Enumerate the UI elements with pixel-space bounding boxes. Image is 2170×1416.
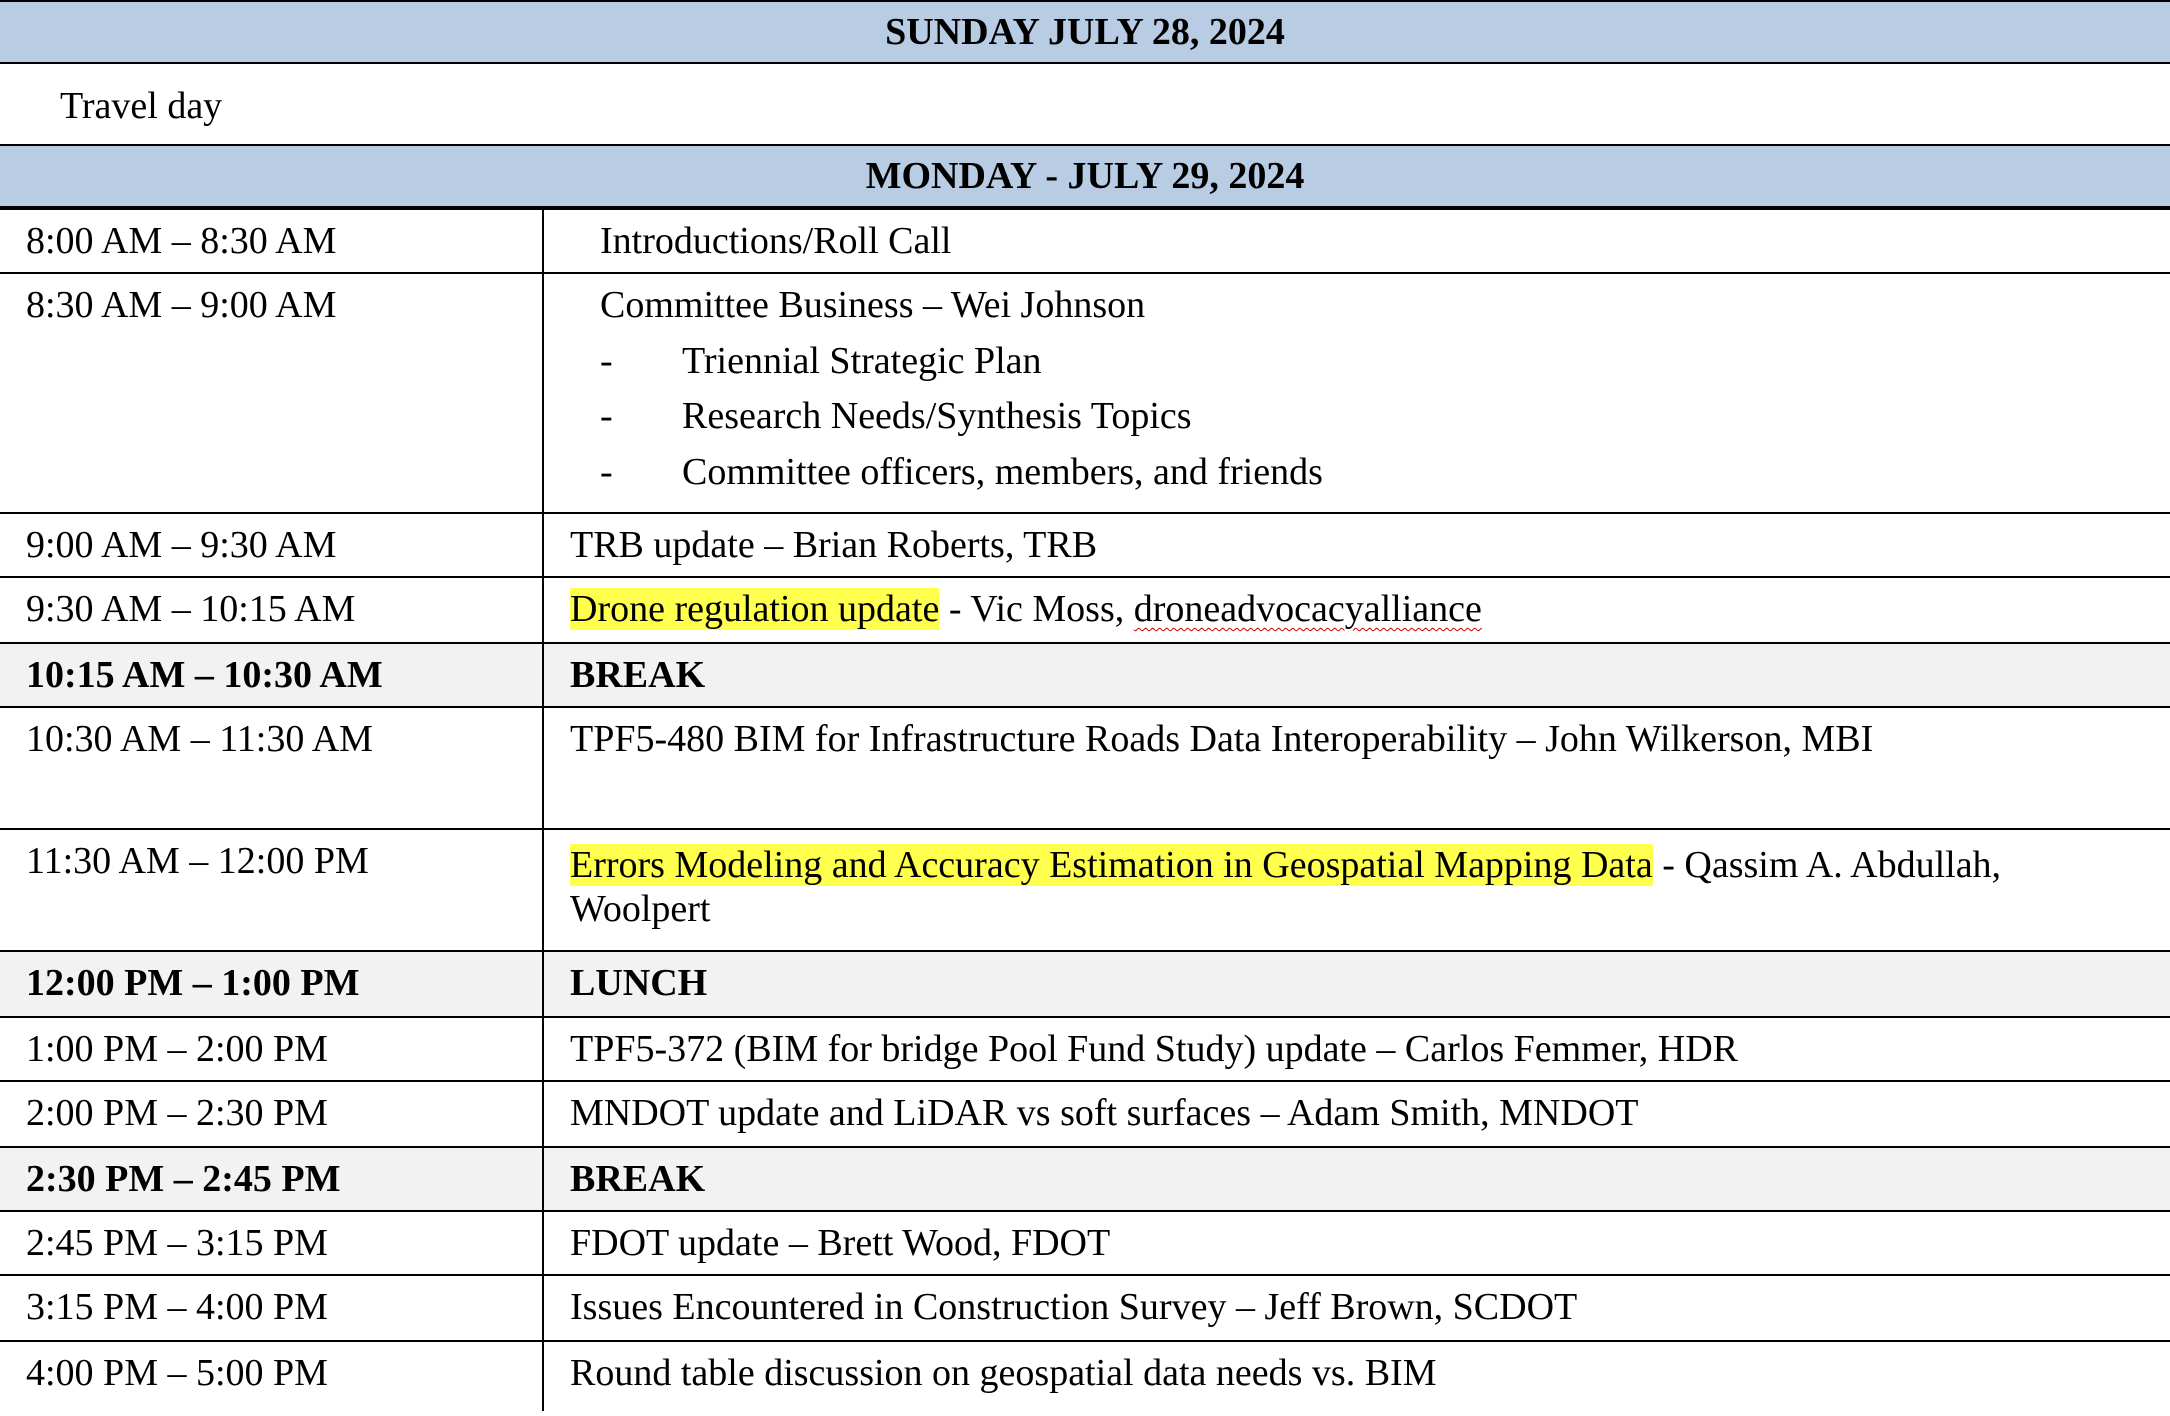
schedule-row [0,273,2170,513]
description-cell: TPF5-480 BIM for Infrastructure Roads Data Interoperability – John Wilkerson, MBI [543,707,2170,829]
time-cell: 9:30 AM – 10:15 AM [0,577,543,643]
description-cell: BREAK [543,643,2170,707]
monday-header: MONDAY - JULY 29, 2024 [0,144,2170,208]
time-cell: 8:30 AM – 9:00 AM [0,273,543,513]
time-cell: 4:00 PM – 5:00 PM [0,1341,543,1411]
schedule-row [0,1341,2170,1411]
lunch-row [0,951,2170,1017]
description-cell: TRB update – Brian Roberts, TRB [543,513,2170,577]
description-cell: BREAK [543,1147,2170,1211]
time-cell: 10:15 AM – 10:30 AM [0,643,543,707]
time-cell: 9:00 AM – 9:30 AM [0,513,543,577]
highlighted-text: Errors Modeling and Accuracy Estimation in Geospatial Mapping Data [570,844,1653,886]
committee-business-title: Committee Business – Wei Johnson [600,284,1146,326]
time-cell: 8:00 AM – 8:30 AM [0,209,543,273]
time-cell: 12:00 PM – 1:00 PM [0,951,543,1017]
schedule-row [0,1017,2170,1081]
description-cell: TPF5-372 (BIM for bridge Pool Fund Study) update – Carlos Femmer, HDR [543,1017,2170,1081]
spellcheck-flagged-word: droneadvocacyalliance [1133,588,1482,630]
description-cell: MNDOT update and LiDAR vs soft surfaces – Adam Smith, MNDOT [543,1081,2170,1147]
list-item-text: Research Needs/Synthesis Topics [682,395,1192,438]
schedule-row [0,829,2170,951]
description-cell: Round table discussion on geospatial data needs vs. BIM [543,1341,2170,1411]
schedule-row [0,1081,2170,1147]
speaker-text: - Qassim A. Abdullah, Woolpert [570,844,2002,930]
travel-day-text: Travel day [60,85,223,127]
schedule-row [0,513,2170,577]
description-cell: Introductions/Roll Call [543,209,2170,273]
break-row [0,1147,2170,1211]
description-cell [543,273,2170,513]
list-item [600,340,2170,384]
break-row [0,643,2170,707]
description-cell: LUNCH [543,951,2170,1017]
speaker-text: - Vic Moss, [939,588,1134,630]
time-cell: 2:30 PM – 2:45 PM [0,1147,543,1211]
description-cell: FDOT update – Brett Wood, FDOT [543,1211,2170,1275]
sunday-header: SUNDAY JULY 28, 2024 [0,0,2170,64]
description-cell [543,577,2170,643]
list-item [600,395,2170,439]
dash-bullet: - [600,339,613,382]
time-cell: 11:30 AM – 12:00 PM [0,829,543,951]
schedule-row [0,1211,2170,1275]
schedule-row [0,209,2170,273]
highlighted-text: Drone regulation update [570,588,940,630]
schedule-row [0,1275,2170,1341]
schedule-row [0,707,2170,829]
time-cell: 1:00 PM – 2:00 PM [0,1017,543,1081]
time-cell: 10:30 AM – 11:30 AM [0,707,543,829]
dash-bullet: - [600,451,613,494]
list-item [600,451,2170,495]
description-cell: Issues Encountered in Construction Survey – Jeff Brown, SCDOT [543,1275,2170,1341]
list-item-text: Triennial Strategic Plan [682,339,1042,382]
description-cell [543,829,2170,951]
time-cell: 3:15 PM – 4:00 PM [0,1275,543,1341]
time-cell: 2:45 PM – 3:15 PM [0,1211,543,1275]
dash-bullet: - [600,395,613,438]
schedule-row [0,577,2170,643]
monday-schedule-table [0,208,2170,1411]
list-item-text: Committee officers, members, and friends [682,451,1323,494]
travel-day-row [0,66,2170,146]
time-cell: 2:00 PM – 2:30 PM [0,1081,543,1147]
